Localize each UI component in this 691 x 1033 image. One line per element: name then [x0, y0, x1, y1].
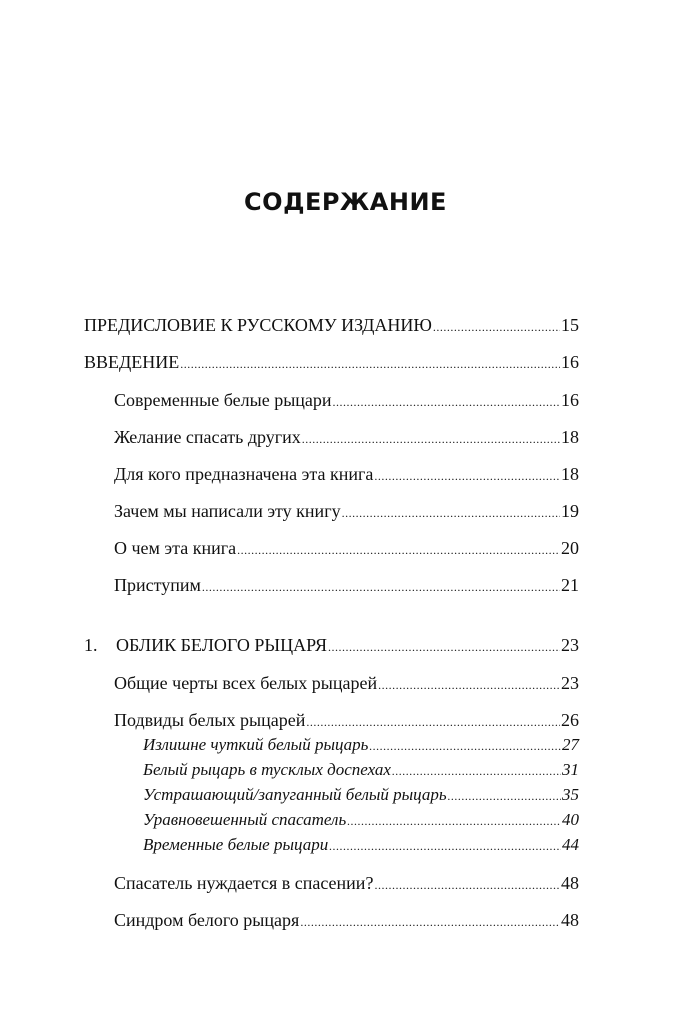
toc-entry-page: 16	[561, 390, 579, 410]
toc-entry-preface[interactable]	[84, 314, 579, 338]
toc-entry-page: 16	[561, 352, 579, 372]
leader-dots	[328, 636, 560, 658]
leader-dots	[333, 391, 560, 413]
toc-entry-page: 23	[561, 673, 579, 693]
toc-entry-page: 26	[561, 710, 579, 730]
toc-entry-page: 23	[561, 635, 579, 655]
toc-entry-page: 48	[561, 910, 579, 930]
toc-entry-subtypes[interactable]	[114, 709, 579, 733]
toc-entry-label: Устрашающий/запуганный белый рыцарь	[143, 785, 447, 804]
toc-entry-page: 35	[562, 785, 579, 804]
toc-entry-page: 44	[562, 835, 579, 854]
toc-entry-label: Современные белые рыцари	[114, 390, 332, 410]
leader-dots	[374, 465, 560, 487]
toc-entry-page: 31	[562, 760, 579, 779]
leader-dots	[202, 576, 560, 598]
toc-entry-label: Синдром белого рыцаря	[114, 910, 300, 930]
toc-entry-label: ВВЕДЕНИЕ	[84, 352, 180, 372]
toc-entry-label: Зачем мы написали эту книгу	[114, 501, 341, 521]
toc-entry-page: 18	[561, 464, 579, 484]
toc-entry-rescuer-needs-rescue[interactable]	[114, 872, 579, 896]
toc-subentry-balanced-rescuer[interactable]	[143, 809, 579, 832]
toc-subentry-overly-sensitive[interactable]	[143, 734, 579, 757]
toc-entry-page: 27	[562, 735, 579, 754]
leader-dots	[347, 810, 561, 832]
leader-dots	[306, 711, 560, 733]
chapter-number: 1.	[84, 635, 98, 655]
toc-entry-chapter-1[interactable]	[84, 634, 579, 658]
toc-entry-label: Желание спасать других	[114, 427, 301, 447]
toc-entry-label: Белый рыцарь в тусклых доспехах	[143, 760, 391, 779]
toc-entry-white-knight-syndrome[interactable]	[114, 909, 579, 933]
leader-dots	[378, 674, 560, 696]
leader-dots	[300, 911, 560, 933]
toc-subentry-temporary-knights[interactable]	[143, 834, 579, 857]
leader-dots	[448, 785, 561, 807]
toc-subentry-tarnished-armor[interactable]	[143, 759, 579, 782]
toc-entry-page: 19	[561, 501, 579, 521]
toc-entry-modern-white-knights[interactable]	[114, 389, 579, 413]
toc-entry-label: Для кого предназначена эта книга	[114, 464, 374, 484]
leader-dots	[342, 502, 560, 524]
toc-entry-page: 18	[561, 427, 579, 447]
toc-entry-label: ОБЛИК БЕЛОГО РЫЦАРЯ	[116, 635, 327, 655]
toc-entry-page: 48	[561, 873, 579, 893]
toc-entry-common-traits[interactable]	[114, 672, 579, 696]
leader-dots	[369, 735, 561, 757]
leader-dots	[302, 428, 560, 450]
toc-entry-introduction[interactable]	[84, 351, 579, 375]
page-title: СОДЕРЖАНИЕ	[244, 188, 447, 216]
toc-entry-label: Излишне чуткий белый рыцарь	[143, 735, 369, 754]
toc-entry-label: Временные белые рыцари	[143, 835, 329, 854]
toc-entry-label: Подвиды белых рыцарей	[114, 710, 306, 730]
toc-entry-who-is-this-for[interactable]	[114, 463, 579, 487]
toc-entry-why-we-wrote[interactable]	[114, 500, 579, 524]
toc-entry-lets-begin[interactable]	[114, 574, 579, 598]
toc-entry-label: Приступим	[114, 575, 201, 595]
toc-entry-desire-to-rescue[interactable]	[114, 426, 579, 450]
toc-entry-label: ПРЕДИСЛОВИЕ К РУССКОМУ ИЗДАНИЮ	[84, 315, 432, 335]
toc-entry-page: 21	[561, 575, 579, 595]
toc-entry-what-is-this-book-about[interactable]	[114, 537, 579, 561]
toc-entry-label: Спасатель нуждается в спасении?	[114, 873, 374, 893]
toc-entry-label: О чем эта книга	[114, 538, 237, 558]
toc-entry-page: 20	[561, 538, 579, 558]
leader-dots	[374, 874, 560, 896]
leader-dots	[329, 835, 561, 857]
toc-entry-label: Уравновешенный спасатель	[143, 810, 347, 829]
toc-entry-page: 15	[561, 315, 579, 335]
leader-dots	[433, 316, 560, 338]
toc-subentry-terrifying-frightened[interactable]	[143, 784, 579, 807]
leader-dots	[180, 353, 560, 375]
leader-dots	[237, 539, 560, 561]
leader-dots	[392, 760, 561, 782]
toc-entry-label: Общие черты всех белых рыцарей	[114, 673, 378, 693]
toc-entry-page: 40	[562, 810, 579, 829]
